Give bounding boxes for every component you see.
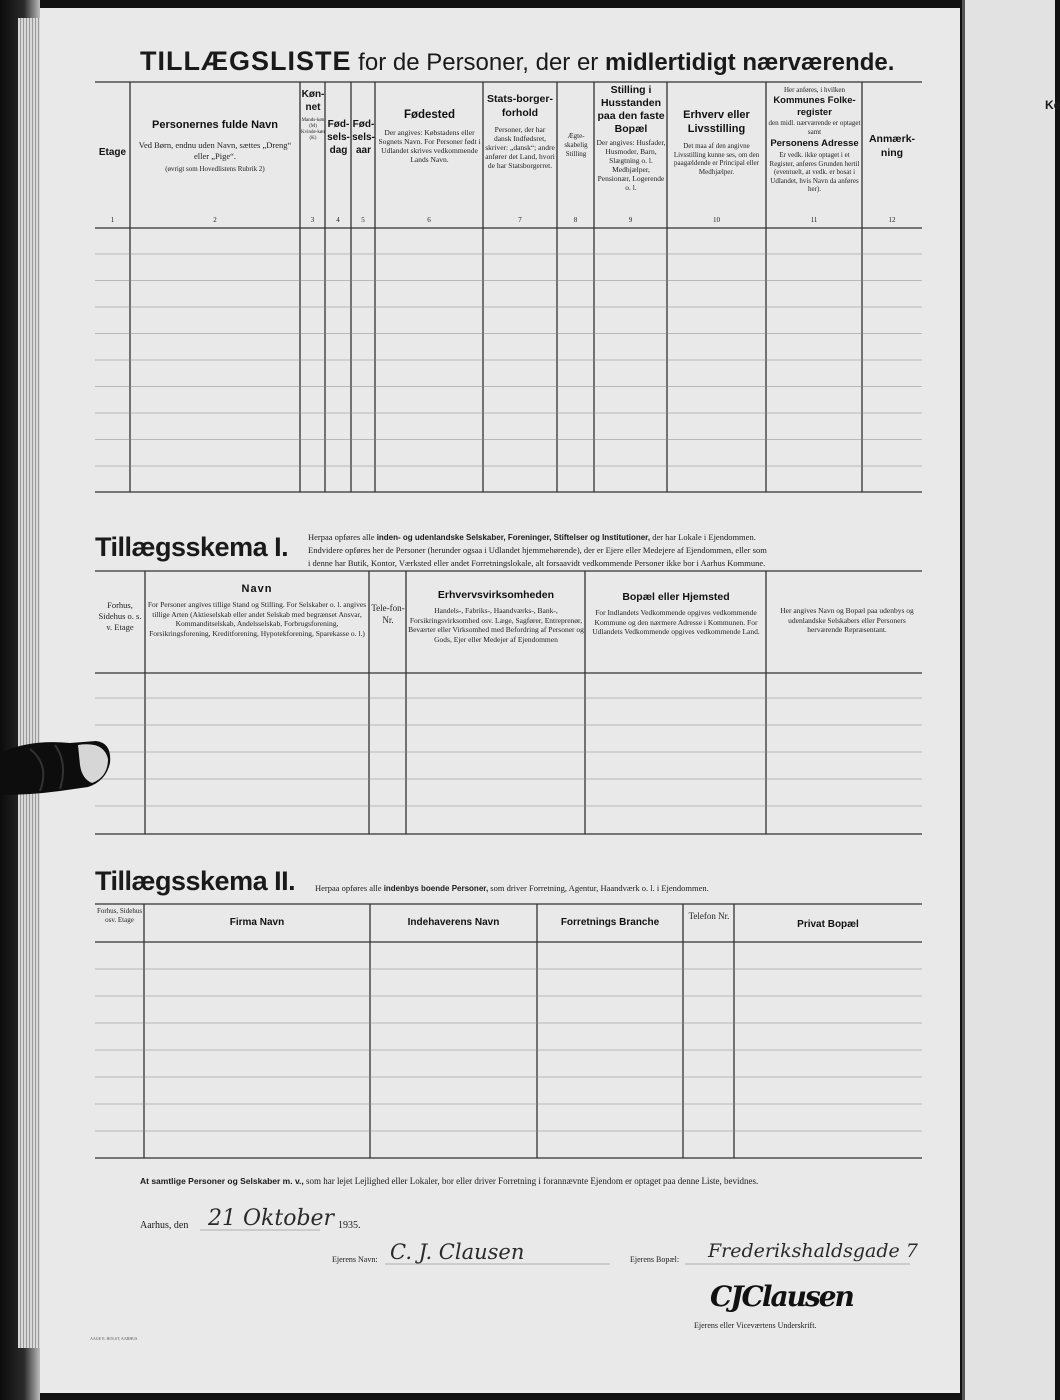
s2-col-branche: Forretnings Branche [560, 917, 660, 928]
col-etage: Etage [98, 147, 127, 158]
col-anmaerkning: Anmærk-ning [868, 133, 916, 159]
finger-silhouette [0, 735, 112, 797]
col-num-12: 12 [888, 216, 896, 224]
s1-col-bopael: Bopæl eller Hjemsted For Indlandets Vedkommende opgives vedkommende Kommune og den nærmere Adresse i Kommunen. For Udlandets Vedkommende opgives vedkommende Land. [592, 591, 760, 636]
s1-col-telefon: Tele-fon-Nr. [371, 603, 405, 625]
col-navn: Personernes fulde Navn Ved Børn, endnu uden Navn, sættes „Dreng“ eller „Pige“. (øvrigt som Hovedlistens Rubrik 2) [138, 119, 292, 173]
owner-address-label: Ejerens Bopæl: [630, 1255, 680, 1264]
facing-page [962, 0, 1060, 1400]
col-num-11: 11 [810, 216, 818, 224]
col-num-4: 4 [336, 216, 340, 224]
main-title: TILLÆGSLISTE for de Personer, der er midlertidigt nærværende. [140, 46, 895, 76]
facing-page-text: Ke [1045, 98, 1060, 112]
form-page [40, 8, 960, 1393]
schema1-title: Tillægsskema I. [95, 532, 289, 562]
col-num-8: 8 [573, 216, 578, 224]
col-num-5: 5 [361, 216, 365, 224]
owner-name-value: C. J. Clausen [390, 1240, 525, 1264]
footer-place: Aarhus, den [140, 1220, 189, 1231]
col-num-2: 2 [213, 216, 217, 224]
col-num-3: 3 [310, 216, 315, 224]
schema1-intro-line3: i denne har Butik, Kontor, Værksted eller andet Forretningslokale, alt forsaavidt vedkommende Personer ikke bor i Aarhus Kommune. [308, 558, 766, 568]
schema2-title: Tillægsskema II. [95, 866, 296, 896]
signature-label: Ejerens eller Viceværtens Underskrift. [694, 1321, 817, 1330]
s1-col-etage: Forhus, Sidehus o. s. v. Etage [98, 600, 142, 632]
col-foedselsaar: Fød-sels-aar [352, 119, 375, 156]
footer-statement: At samtlige Personer og Selskaber m. v., som har lejet Lejlighed eller Lokaler, bor eller driver Forretning i forannævnte Ejendom er optaget paa denne Liste, bevidnes. [140, 1176, 759, 1186]
printer-mark: AAGE E. HOLST, AARHUS [90, 1336, 138, 1341]
s2-col-indehaver: Indehaverens Navn [407, 917, 500, 928]
col-num-9: 9 [628, 216, 633, 224]
col-folkeregister: Her anføres, i hvilken Kommunes Folke-register den midl. nærværende er optaget samt Personens Adresse Er vedk. ikke optaget i et Register, anføres Grunden hertil (eventuelt, at vedk. er bosat i Udlandet, hvis Navn da anføres her). [768, 86, 861, 193]
schema1-intro-line2: Endvidere opføres her de Personer (herunder ogsaa i Udlandet hjemmehørende), der er Ejere eller Medejere af Ejendommen, eller som [308, 545, 767, 555]
col-foedselsdag: Fød-sels-dag [327, 119, 350, 156]
col-koennet: Køn-net Mands-køn (M) Kvinde-køn (K) [301, 89, 325, 141]
owner-address-value: Frederikshaldsgade 7 [708, 1240, 918, 1262]
owner-signature: CJClausen [710, 1280, 853, 1313]
s1-col-erhverv: Erhvervsvirksomheden Handels-, Fabriks-, Haandværks-, Bank-, Forsikringsvirksomhed osv. Læge, Sagfører, Entreprenør, Beværter eller Virksomhed med Befordring af Personer og Gods, Ejer eller Medejer af Ejendommen [408, 589, 584, 644]
s2-col-telefon: Telefon Nr. [688, 911, 730, 921]
footer-date-handwritten: 21 Oktober [208, 1206, 335, 1231]
col-num-10: 10 [713, 216, 720, 224]
col-num-7: 7 [518, 216, 522, 224]
col-husstand: Stilling i Husstanden paa den faste Bopæl Der angives: Husfader, Husmoder, Barn, Slægtning o. l. Medhjælper, Pensionær, Logerende o. l. [596, 84, 666, 192]
col-num-6: 6 [427, 216, 431, 224]
s1-col-navn: Navn For Personer angives tillige Stand og Stilling. For Selskaber o. l. angives tillige Arten (Aktieselskab eller andet Selskab med begrænset Ansvar, Kommanditselskab, Andelsselskab, Forbrugsforening, Forsikringsforening, Kreditforening, Hypotekforening, Sparekasse o. l.) [147, 583, 367, 638]
col-statsborger: Stats-borger-forhold Personer, der har dansk Indfødsret, skriver: „dansk“; andre anfører det Land, hvori de har Statsborgerret. [485, 93, 555, 170]
owner-name-label: Ejerens Navn: [332, 1255, 378, 1264]
col-foedested: Fødested Der angives: Købstadens eller Sognets Navn. For Personer født i Udlandet skrives vedkommende Lands Navn. [378, 109, 481, 164]
col-num-1: 1 [110, 216, 115, 224]
s2-col-etage: Forhus, Sidehus osv. Etage [96, 907, 143, 924]
col-erhverv: Erhverv eller Livsstilling Det maa af den angivne Livsstilling kunne ses, om den paagældende er Principal eller Medhjælper. [673, 109, 760, 176]
s2-col-bopael: Privat Bopæl [797, 919, 859, 930]
schema1-intro-line1: Herpaa opføres alle inden- og udenlandske Selskaber, Foreninger, Stiftelser og Institutioner, der har Lokale i Ejendommen. [308, 532, 756, 542]
schema2-intro: Herpaa opføres alle indenbys boende Personer, som driver Forretning, Agentur, Haandværk o. l. i Ejendommen. [315, 883, 709, 893]
s2-col-firma: Firma Navn [229, 917, 285, 928]
footer-year: 1935. [338, 1220, 361, 1231]
s1-col-repraesentant: Her angives Navn og Bopæl paa udenbys og udenlandske Selskabers eller Personers herværende Repræsentant. [780, 606, 914, 634]
col-aegteskabelig: Ægte-skabelig Stilling [564, 132, 588, 158]
